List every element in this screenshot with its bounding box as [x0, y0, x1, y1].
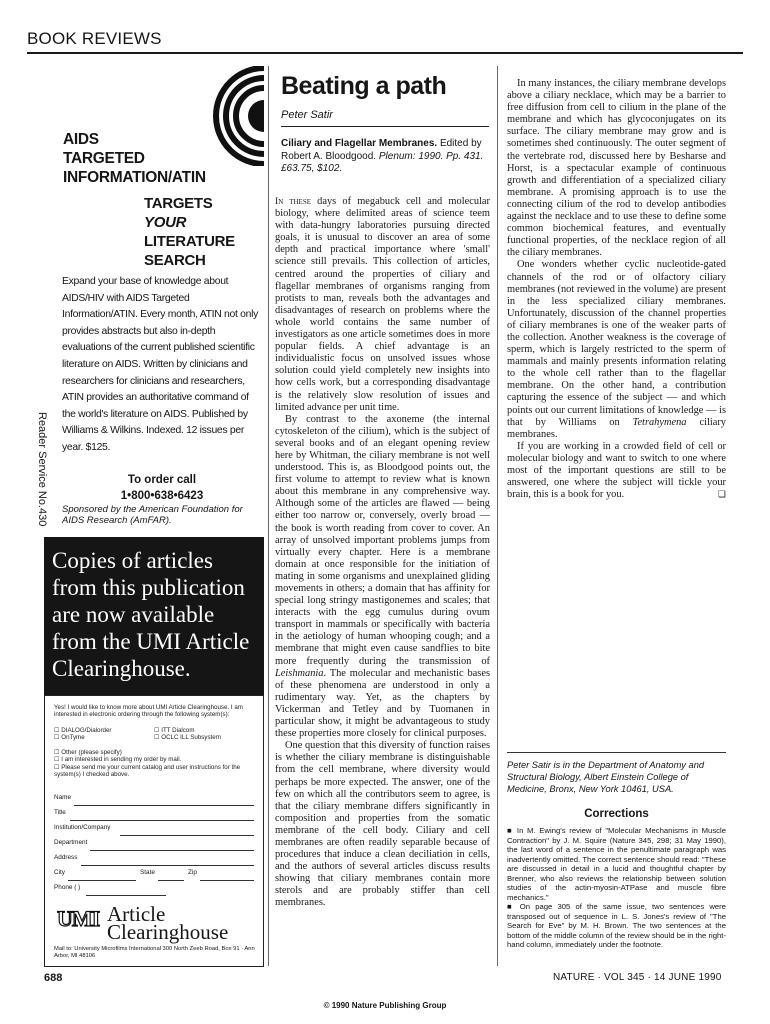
umi-check[interactable]: ☐ Other (please specify) [54, 749, 122, 756]
review-paragraph: In many instances, the ciliary membrane develops above a ciliary necklace, which may be a barrier to free diffusion from cell to cilium in the plane of the membrane and which has glycoconjugates on its surface. The ciliary membrane may grow and is sometimes shed continuously. The outer segment of the vertebrate rod, discussed here by Besharse and Horst, is a spectacular example of continuous growth and differentiation of a specialized ciliary membrane. A promising approach is to use the connecting cilium of the rod to develop antibodies against the necklace and to use these to define some common biochemical features, and eventually functional properties, of the necklace region of all the ciliary membranes. [507, 78, 726, 259]
column-rule [497, 66, 498, 966]
tagline-line: TARGETS [144, 195, 213, 212]
atin-sponsor: Sponsored by the American Foundation for AIDS Research (AmFAR). [62, 504, 243, 526]
paragraph-text: . The molecular and mechanistic bases of these phenomena are understood in only a rudimentary way. Yet, as the chapters by Vickerman and Tetley and by Tuomanen in particular show, it might be advantageous to study these properties more closely for clinical purposes. [275, 667, 490, 740]
review-paragraph: One question that this diversity of function raises is whether the ciliary membrane is distinguishable from the cell membrane, where diversity would perhaps be more expected. The answer, one of the few on which all the contributors seem to agree, is that the ciliary membrane differs significantly in composition and properties from the somatic membrane of the cell body. Ciliary and cell membranes are often readily separable because of procedures that induce a clean deciliation in cells, and the authors of several articles discuss results showing that ciliary membranes contain more sterols and are probably stiffer than cell membranes. [275, 740, 490, 909]
umi-ad-banner [44, 537, 264, 695]
paragraph-text: If you are working in a crowded field of cell or molecular biology and want to switch to one where most of the important questions are still to be answered, one where the subject will tickle your brain, this is a book for you. [507, 440, 726, 501]
page-number: 688 [44, 972, 63, 984]
atin-ad-heading [63, 130, 213, 187]
tagline-line: SEARCH [144, 252, 206, 269]
review-paragraph [275, 196, 490, 414]
section-label: BOOK REVIEWS [27, 29, 162, 48]
reviewer-bio: Peter Satir is in the Department of Anatomy and Structural Biology, Albert Einstein College of Medicine, Bronx, New York 10461, USA. [507, 760, 705, 794]
umi-field-institution[interactable] [54, 824, 254, 837]
umi-form-intro: Yes! I would like to know more about UMI Article Clearinghouse. I am interested in electronic ordering through the following system(s): [54, 704, 243, 719]
atin-heading-line: INFORMATION/ATIN [63, 169, 206, 186]
umi-form-options [54, 727, 254, 742]
journal-footer: NATURE · VOL 345 · 14 JUNE 1990 [553, 972, 722, 983]
field-label: Zip [188, 869, 197, 876]
review-rule [281, 126, 489, 127]
umi-logo-word: Clearinghouse [107, 920, 229, 944]
atin-order-block [62, 472, 262, 504]
field-label: Address [54, 854, 78, 861]
review-paragraph [507, 441, 726, 501]
umi-form-checks [54, 749, 254, 779]
field-label: Institution/Company [54, 824, 111, 831]
umi-mail-address: Mail to: University Microfilms International 300 North Zeeb Road, Box 91 · Ann Arbor, MI 48106 [54, 946, 255, 959]
umi-headline: Copies of articles from this publication are now available from the UMI Article Clearinghouse. [52, 548, 250, 681]
umi-field-name[interactable] [54, 794, 254, 807]
atin-ad-tagline [144, 194, 264, 270]
correction-item: ■ On page 305 of the same issue, two sentences were transposed out of sequence in L. S. Jones's review of "The Search for Eve" by M. H. Brown. The two sentences at the bottom of the middle column of the review should be in the right-hand column, immediately under the footnote. [507, 902, 726, 949]
correction-item: ■ In M. Ewing's review of "Molecular Mechanisms in Muscle Contraction" by J. M. Squire (Nature 345, 298; 31 May 1990), the last word of a sentence in the penultimate paragraph was inadvertently omitted. The correct sentence should read: "These are discussed in detail in a lucid and thoughtful chapter by Brenner, who also reviews the relationship between solution studies of the actin-myosin-ATPase and muscle fibre mechanics." [507, 826, 726, 902]
paragraph-text: One wonders whether cyclic nucleotide-gated channels of the rod or of olfactory ciliary membranes (not reviewed in the volume) are present in the less specialized ciliary membranes. Unfortunately, discussion of the channel properties of ciliary membranes is one of the weaker parts of the collection. Another weakness is the coverage of sperm, which is largely restricted to the sperm of mammals and mainly presents information relating to the whole cell rather than to the flagellar membrane. On the other hand, a contribution capturing the essence of the subject — and which points out our current limitations of knowledge — is that by Williams on [507, 259, 726, 428]
bio-rule [507, 752, 726, 753]
tagline-line: LITERATURE [144, 233, 235, 250]
review-column-3 [507, 78, 726, 700]
field-label: Name [54, 794, 72, 801]
atin-heading-line: AIDS [63, 131, 99, 148]
umi-field-department[interactable] [54, 839, 254, 852]
reviewed-book-citation [281, 138, 491, 176]
umi-field-phone[interactable] [54, 884, 254, 897]
atin-ad-body: Expand your base of knowledge about AIDS/HIV with AIDS Targeted Information/ATIN. Every month, ATIN not only provides abstracts but also in-depth evaluations of the current published scientific literature on AIDS. Written by clinicians and researchers for clinicians and researchers, ATIN provides an authoritative command of the world's literature on AIDS. Published by Williams & Wilkins. Indexed. 12 issues per year. $125. [62, 276, 259, 453]
reader-service-label [30, 412, 52, 552]
umi-field-address[interactable] [54, 854, 254, 867]
book-title: Ciliary and Flagellar Membranes. [281, 138, 438, 149]
paragraph-text: ciliary membranes. [507, 416, 726, 440]
paragraph-text: By contrast to the axoneme (the internal cytoskeleton of the cilium), which is the subject of several books and of an elegant opening review here by Whitman, the ciliary membrane is not well understood. This is, as Bloodgood points out, the first volume to attempt to review what is known about this membrane in any comprehensive way. Although some of the articles are flawed — being either too narrow or, conversely, overly broad — the book is worth reading from cover to cover. An array of unsolved important problems jumps from virtually every chapter. Here is a membrane domain at once responsible for the initiation of mating in some organisms and unexplained gliding movements in others; a domain that has affinity for special long stringy mastigonemes and scales; that interacts with the egg cumulus during ovum transport in mammals or specifically with bacteria in the aetiology of human whooping cough; and a membrane that might even cause sandflies to bite more frequently during the transmission of [275, 413, 490, 667]
umi-order-form [44, 695, 264, 967]
opening-words: In these [275, 196, 311, 207]
umi-option[interactable]: ☐ DIALOG/Dialorder [54, 727, 112, 734]
copyright-line: © 1990 Nature Publishing Group [323, 1001, 447, 1010]
review-column-2 [275, 196, 490, 966]
umi-check[interactable]: ☐ Please send me your current catalog and user instructions for the system(s) I checked above. [54, 763, 241, 779]
umi-option[interactable]: ☐ OCLC ILL Subsystem [154, 734, 221, 742]
order-phone: 1•800•638•6423 [120, 490, 204, 502]
atin-heading-line: TARGETED [63, 150, 145, 167]
umi-logo-word: Article [107, 902, 166, 926]
umi-clearinghouse-logo [55, 904, 260, 942]
corrections-title: Corrections [584, 808, 649, 820]
umi-field-city[interactable] [54, 869, 254, 882]
review-title: Beating a path [281, 72, 447, 100]
book-publication: Plenum: 1990. Pp. 431. £63.75, $102. [281, 150, 484, 174]
field-label: City [54, 869, 66, 876]
field-label: State [140, 869, 155, 876]
umi-logo-mark: UMI [57, 906, 100, 931]
paragraph-italic: Tetrahymena [632, 416, 687, 428]
tagline-line: YOUR [144, 214, 187, 231]
book-editor: Edited by Robert A. Bloodgood. [281, 138, 482, 162]
end-mark-icon: ❏ [717, 490, 726, 501]
field-label: Title [54, 809, 66, 816]
paragraph-italic: Leishmania [275, 667, 324, 679]
field-label: Department [54, 839, 88, 846]
field-label: Phone ( ) [54, 884, 81, 891]
header-rule [27, 52, 743, 54]
umi-check[interactable]: ☐ I am interested in sending my order by mail. [54, 756, 182, 764]
review-paragraph [507, 259, 726, 440]
umi-option[interactable]: ☐ OnTyme [54, 734, 85, 742]
umi-option[interactable]: ☐ ITT Dialcom [154, 727, 195, 734]
paragraph-text: days of megabuck cell and molecular biology, where delimited areas of science teem with data-hungry laboratories pursuing directed goals, it is unusual to discover an area of some depth and practical importance where 'small' science still prevails. This collection of articles, centred around the properties of ciliary and flagellar membranes of organisms ranging from protists to man, reveals both the advantages and disadvantages of research on problems where the whole world contains the same number of investigators as one article sometimes does in more popular fields. A chief advantage is an individualistic focus on unsolved issues whose solution could yield completely new insights into how cells work, but a corresponding disadvantage is the relatively slow resolution of issues and limited advance per unit time. [275, 196, 490, 413]
reader-service-text: Reader Service No.430 [36, 412, 48, 527]
umi-field-title[interactable] [54, 809, 254, 822]
review-paragraph [275, 414, 490, 741]
order-label: To order call [127, 474, 197, 486]
column-rule [268, 66, 269, 966]
corrections-body [507, 826, 726, 956]
review-author: Peter Satir [281, 109, 333, 121]
